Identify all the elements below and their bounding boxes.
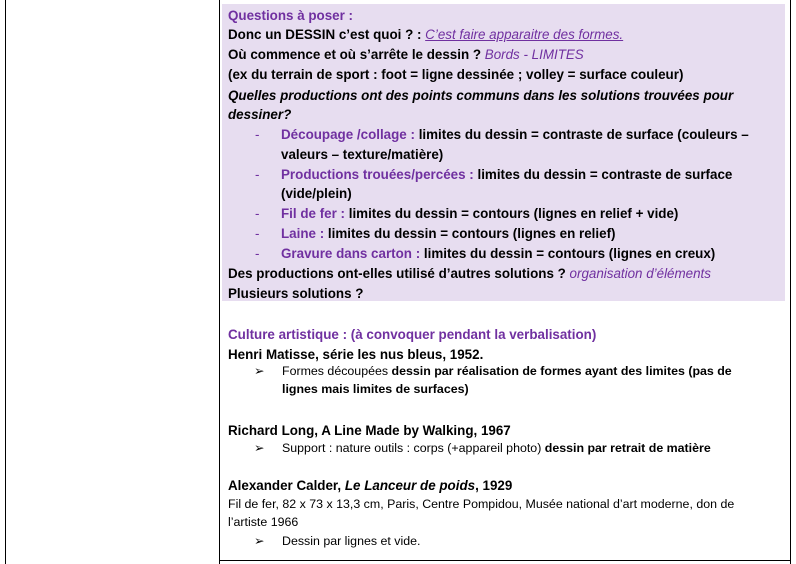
arrow-bullet-icon: ➢ (254, 534, 265, 548)
solution-gravure: Gravure dans carton : limites du dessin = contours (lignes en creux) (281, 246, 716, 261)
bullet-dash: - (255, 127, 260, 142)
question-plusieurs-solutions: Plusieurs solutions ? (228, 286, 364, 301)
table-border-left (5, 0, 6, 564)
question-dessin: Donc un DESSIN c’est quoi ? : C’est faire apparaitre des formes. (228, 27, 624, 42)
solution-productions-trouees: Productions trouées/percées : limites du dessin = contraste de surface (281, 167, 733, 182)
artwork-calder-info-1: Fil de fer, 82 x 73 x 13,3 cm, Paris, Centre Pompidou, Musée national d’art moderne, don de (228, 497, 735, 511)
bullet-dash: - (255, 246, 260, 261)
bullet-dash: - (255, 206, 260, 221)
table-border-bottom (219, 560, 791, 561)
question-autres-solutions: Des productions ont-elles utilisé d’autres solutions ? organisation d’éléments (228, 266, 711, 281)
bullet-dash: - (255, 226, 260, 241)
artwork-calder-info-2: l’artiste 1966 (228, 515, 299, 529)
question-points-communs-2: dessiner? (228, 107, 292, 122)
artwork-calder-title: Alexander Calder, Le Lanceur de poids, 1929 (228, 478, 513, 493)
questions-heading: Questions à poser : (228, 8, 354, 23)
solution-decoupage-cont: valeurs – texture/matière) (281, 147, 444, 162)
table-border-right (790, 0, 791, 564)
table-border-middle (219, 0, 220, 564)
culture-heading: Culture artistique : (à convoquer pendant la verbalisation) (228, 327, 597, 342)
artwork-calder-desc: Dessin par lignes et vide. (282, 534, 421, 548)
solution-productions-trouees-cont: (vide/plein) (281, 186, 352, 201)
arrow-bullet-icon: ➢ (254, 441, 265, 455)
solution-fil-de-fer: Fil de fer : limites du dessin = contours (lignes en relief + vide) (281, 206, 679, 221)
artwork-matisse-desc-1: Formes découpées dessin par réalisation de formes ayant des limites (pas de (282, 364, 732, 378)
artwork-long-desc: Support : nature outils : corps (+appareil photo) dessin par retrait de matière (282, 441, 711, 455)
artwork-matisse-title: Henri Matisse, série les nus bleus, 1952. (228, 347, 484, 362)
artwork-matisse-desc-2: lignes mais limites de surfaces) (282, 382, 469, 396)
solution-laine: Laine : limites du dessin = contours (lignes en relief) (281, 226, 616, 241)
bullet-dash: - (255, 167, 260, 182)
artwork-long-title: Richard Long, A Line Made by Walking, 1967 (228, 423, 511, 438)
arrow-bullet-icon: ➢ (254, 364, 265, 378)
solution-decoupage: Découpage /collage : limites du dessin = contraste de surface (couleurs – (281, 127, 749, 142)
question-limites: Où commence et où s’arrête le dessin ? Bords - LIMITES (228, 47, 584, 62)
question-points-communs-1: Quelles productions ont des points communs dans les solutions trouvées pour (228, 88, 734, 103)
example-sport: (ex du terrain de sport : foot = ligne dessinée ; volley = surface couleur) (228, 67, 684, 82)
